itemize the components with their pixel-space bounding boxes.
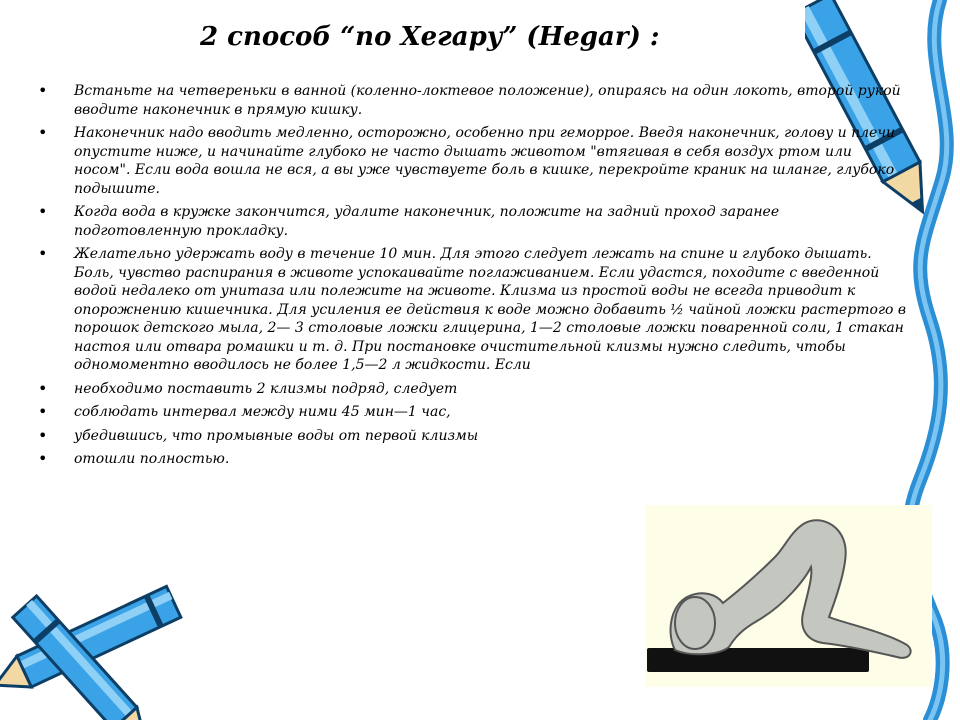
bullet-glyph: • [38,244,48,263]
bullet-item [38,203,908,240]
bullet-text: убедившись, что промывные воды от первой клизмы [74,427,479,444]
bullet-item [38,403,908,422]
bullet-item [38,380,908,399]
knee-elbow-position-figure-icon [645,505,932,687]
bullet-item [38,427,908,446]
bullet-glyph: • [38,402,48,421]
bullet-item [38,124,908,198]
bullet-item [38,245,908,375]
bullet-glyph: • [38,123,48,142]
bullet-text: Желательно удержать воду в течение 10 мин. Для этого следует лежать на спине и глубоко дышать. Боль, чувство распирания в животе успокаивайте поглаживанием. Если удастся, походите с введенной водой недалеко от унитаза или полежите на животе. Клизма из простой воды не всегда приводит к опорожнению кишечника. Для усиления ее действия к воде можно добавить ½ чайной ложки растертого в порошок детского мыла, 2— 3 столовые ложки глицерина, 1—2 столовые ложки поваренной соли, 1 стакан настоя или отвара ромашки и т. д. При постановке очистительной клизмы нужно следить, чтобы одномоментно вводилось не более 1,5—2 л жидкости. Если [74,246,907,373]
bullet-text: соблюдать интервал между ними 45 мин—1 час, [74,404,451,420]
bullet-glyph: • [38,378,48,398]
bullet-glyph: • [38,425,48,445]
pencils-group-icon [0,570,200,720]
slide-title: 2 способ “по Хегару” (Hegar) : [200,22,660,52]
bullet-item [38,450,908,469]
bullet-item [38,82,908,119]
bullet-text: отошли полностью. [74,451,230,467]
bullet-text: необходимо поставить 2 клизмы подряд, следует [74,380,458,397]
bullet-text: Когда вода в кружке закончится, удалите наконечник, положите на задний проход заранее подготовленную прокладку. [74,204,780,239]
bullet-text: Встаньте на четвереньки в ванной (коленно-локтевое положение), опираясь на один локоть, второй рукой вводите наконечник в прямую кишку. [74,83,901,118]
bullet-text: Наконечник надо вводить медленно, осторожно, особенно при геморрое. Введя наконечник, голову и плечи опустите ниже, и начинайте глубоко не часто дышать животом "втягивая в себя воздух ртом или носом". Если вода вошла не вся, а вы уже чувствуете боль в кишке, перекройте краник на шланге, глубоко подышите. [74,125,896,197]
bullet-glyph: • [38,81,48,100]
bullet-glyph: • [38,449,48,468]
bullet-glyph: • [38,202,48,221]
illustration-frame [645,505,932,687]
bullet-list [38,82,908,474]
